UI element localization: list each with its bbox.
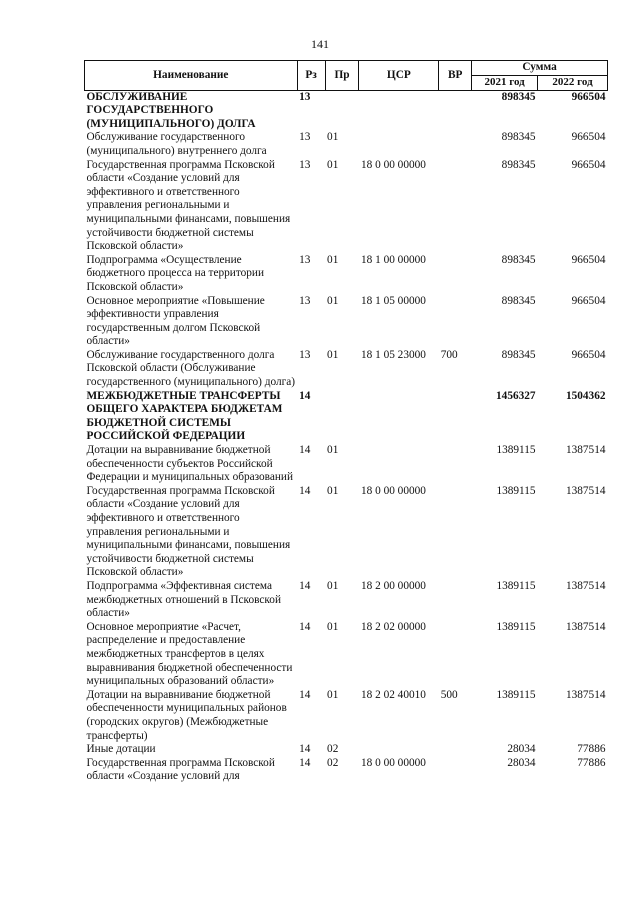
cell-pr: 01 <box>327 620 339 633</box>
cell-pr: 02 <box>327 756 339 769</box>
cell-y2: 77886 <box>577 743 606 756</box>
cell-name: Обслуживание государственного (муниципального) внутреннего долга <box>86 131 267 157</box>
cell-name: Дотации на выравнивание бюджетной обеспеченности субъектов Российской Федерации и муниципальных образований <box>86 444 294 484</box>
header-name: Наименование <box>85 61 298 91</box>
cell-y1: 898345 <box>501 294 536 307</box>
cell-name: Подпрограмма «Осуществление бюджетного процесса на территории Псковской области» <box>86 253 265 293</box>
cell-y2: 966504 <box>571 253 606 266</box>
cell-vr: 700 <box>440 348 458 361</box>
table-row <box>85 743 608 757</box>
cell-y2: 966504 <box>571 348 606 361</box>
cell-pr: 01 <box>327 158 339 171</box>
cell-csr <box>359 444 439 485</box>
table-row <box>85 131 608 158</box>
cell-vr <box>439 295 472 349</box>
table-row <box>85 159 608 254</box>
cell-name: Подпрограмма «Эффективная система межбюджетных отношений в Псковской области» <box>86 579 281 620</box>
cell-name: Основное мероприятие «Повышение эффективности управления государственным долгом Псковской области» <box>86 294 265 348</box>
cell-y2: 966504 <box>571 90 606 103</box>
cell-pr: 01 <box>327 688 339 701</box>
cell-csr: 18 0 00 00000 <box>360 484 426 497</box>
cell-rz: 14 <box>299 484 311 497</box>
cell-name: Государственная программа Псковской области «Создание условий для эффективного и ответственного управления региональными и муниципальными финансами, повышения устойчивости бюджетной системы Псковской области» <box>86 158 291 253</box>
header-rz: Рз <box>297 61 325 91</box>
cell-vr <box>439 621 472 689</box>
table-row <box>85 90 608 131</box>
cell-csr: 18 0 00 00000 <box>360 158 426 171</box>
cell-name: Государственная программа Псковской области «Создание условий для <box>86 756 275 783</box>
table-row <box>85 349 608 390</box>
cell-rz: 14 <box>299 756 311 769</box>
cell-y1: 1389115 <box>496 620 536 633</box>
header-csr: ЦСР <box>359 61 439 91</box>
cell-y1: 28034 <box>507 756 536 769</box>
cell-pr: 01 <box>327 294 339 307</box>
cell-pr: 01 <box>327 579 339 592</box>
cell-y1: 1456327 <box>496 389 536 402</box>
cell-name: Основное мероприятие «Расчет, распределение и предоставление межбюджетных трансфертов в целях выравнивания бюджетной обеспеченности муниципальных образований области» <box>86 620 293 688</box>
cell-vr <box>439 90 472 131</box>
cell-y2: 966504 <box>571 131 606 144</box>
cell-pr: 01 <box>327 444 339 457</box>
cell-rz: 13 <box>299 294 311 307</box>
cell-y1: 1389115 <box>496 688 536 701</box>
cell-y1: 898345 <box>501 131 536 144</box>
cell-rz: 13 <box>299 348 311 361</box>
cell-name: МЕЖБЮДЖЕТНЫЕ ТРАНСФЕРТЫ ОБЩЕГО ХАРАКТЕРА БЮДЖЕТАМ БЮДЖЕТНОЙ СИСТЕМЫ РОССИЙСКОЙ ФЕДЕРАЦИИ <box>86 389 283 443</box>
cell-vr <box>439 159 472 254</box>
cell-y2: 1387514 <box>565 620 606 633</box>
cell-pr: 01 <box>327 253 339 266</box>
cell-rz: 13 <box>299 90 311 103</box>
cell-name: ОБСЛУЖИВАНИЕ ГОСУДАРСТВЕННОГО (МУНИЦИПАЛЬНОГО) ДОЛГА <box>86 90 256 130</box>
cell-csr <box>359 390 439 444</box>
cell-y1: 898345 <box>501 90 536 103</box>
cell-csr: 18 2 02 00000 <box>360 620 426 633</box>
cell-vr <box>439 444 472 485</box>
cell-y2: 966504 <box>571 158 606 171</box>
cell-y1: 1389115 <box>496 579 536 592</box>
cell-rz: 13 <box>299 131 311 144</box>
header-vr: ВР <box>439 61 472 91</box>
cell-y2: 1387514 <box>565 444 606 457</box>
cell-pr: 02 <box>327 743 339 756</box>
cell-vr <box>439 757 472 784</box>
cell-rz: 13 <box>299 158 311 171</box>
cell-pr: 01 <box>327 131 339 144</box>
header-year-2022: 2022 год <box>538 76 608 91</box>
table-row <box>85 757 608 784</box>
cell-rz: 14 <box>299 620 311 633</box>
cell-csr <box>359 743 439 757</box>
cell-csr <box>359 90 439 131</box>
cell-y1: 28034 <box>507 743 536 756</box>
cell-name: Обслуживание государственного долга Псковской области (Обслуживание государственного (муниципального) долга) <box>86 348 296 389</box>
cell-pr <box>325 90 359 131</box>
page-number: 141 <box>311 37 329 51</box>
cell-csr: 18 2 02 40010 <box>360 688 426 701</box>
cell-pr: 01 <box>327 484 339 497</box>
cell-y1: 1389115 <box>496 484 536 497</box>
table-row <box>85 295 608 349</box>
header-sum: Сумма <box>472 61 608 76</box>
cell-vr <box>439 390 472 444</box>
table-row <box>85 444 608 485</box>
header-pr: Пр <box>325 61 359 91</box>
cell-y2: 1504362 <box>565 389 606 402</box>
cell-y2: 1387514 <box>565 688 606 701</box>
cell-y2: 1387514 <box>565 579 606 592</box>
table-header <box>85 61 608 91</box>
cell-vr: 500 <box>440 688 458 701</box>
cell-csr: 18 1 05 23000 <box>360 348 426 361</box>
cell-pr <box>325 390 359 444</box>
table-body <box>85 90 608 784</box>
cell-rz: 14 <box>299 743 311 756</box>
cell-name: Дотации на выравнивание бюджетной обеспеченности муниципальных районов (городских округов) (Межбюджетные трансферты) <box>86 688 287 742</box>
table-row <box>85 254 608 295</box>
budget-table <box>84 60 608 784</box>
cell-rz: 14 <box>299 444 311 457</box>
cell-name: Государственная программа Псковской области «Создание условий для эффективного и ответственного управления региональными и муниципальными финансами, повышения устойчивости бюджетной системы Псковской области» <box>86 484 291 579</box>
cell-vr <box>439 254 472 295</box>
cell-name: Иные дотации <box>86 743 156 756</box>
table-row <box>85 689 608 743</box>
cell-csr: 18 1 00 00000 <box>360 253 426 266</box>
table-row <box>85 580 608 621</box>
cell-vr <box>439 743 472 757</box>
cell-y1: 898345 <box>501 158 536 171</box>
table-row <box>85 390 608 444</box>
cell-rz: 14 <box>299 389 311 402</box>
header-year-2021: 2021 год <box>472 76 538 91</box>
cell-rz: 14 <box>299 579 311 592</box>
table-row <box>85 621 608 689</box>
cell-vr <box>439 485 472 580</box>
table-row <box>85 485 608 580</box>
cell-y2: 1387514 <box>565 484 606 497</box>
cell-csr <box>359 131 439 158</box>
cell-vr <box>439 131 472 158</box>
cell-rz: 13 <box>299 253 311 266</box>
cell-csr: 18 1 05 00000 <box>360 294 426 307</box>
cell-y1: 898345 <box>501 253 536 266</box>
cell-rz: 14 <box>299 688 311 701</box>
cell-csr: 18 2 00 00000 <box>360 579 426 592</box>
cell-pr: 01 <box>327 348 339 361</box>
cell-vr <box>439 580 472 621</box>
cell-y1: 898345 <box>501 348 536 361</box>
cell-csr: 18 0 00 00000 <box>360 756 426 769</box>
cell-y2: 966504 <box>571 294 606 307</box>
cell-y2: 77886 <box>577 756 606 769</box>
cell-y1: 1389115 <box>496 444 536 457</box>
